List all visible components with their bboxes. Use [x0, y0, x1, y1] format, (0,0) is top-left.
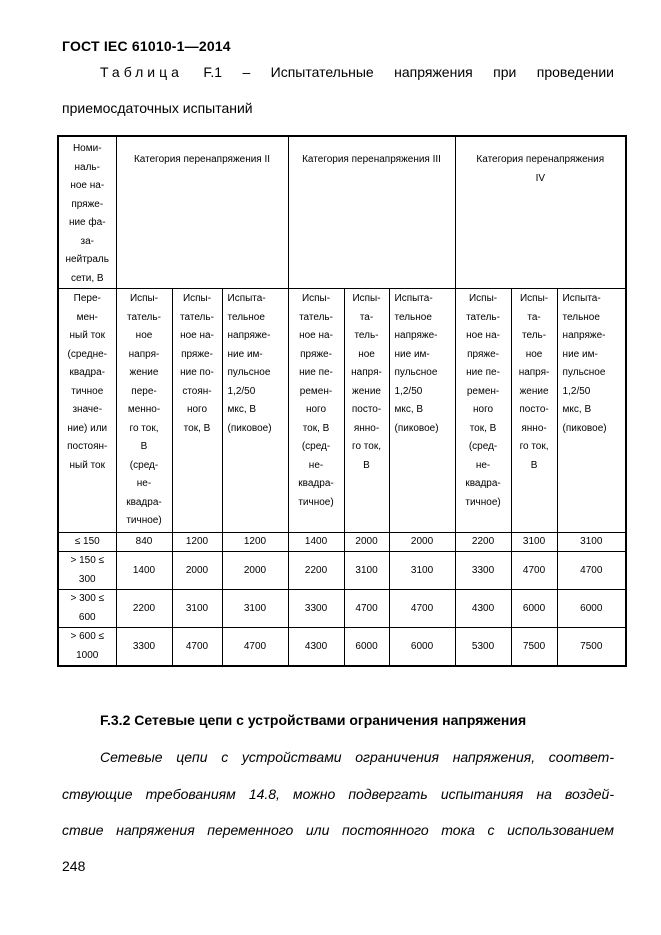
cell-line: ный ток	[69, 330, 105, 341]
voltage-range-cell	[58, 628, 116, 667]
voltage-value-cell: 6000	[344, 628, 389, 667]
cell-line: пряже-	[71, 198, 104, 210]
subheader-cat3-impulse	[389, 289, 455, 533]
cell-line: Испы-	[519, 293, 549, 304]
cell-line: пульсное	[394, 367, 438, 378]
voltage-value-cell: 3300	[116, 628, 172, 667]
cell-line: ного	[186, 404, 208, 415]
range-line: ≤ 150	[74, 535, 100, 547]
header-category-4-line1: Категория перенапряжения	[476, 154, 605, 165]
cell-line: напря-	[518, 367, 550, 378]
voltage-value-cell: 2000	[344, 532, 389, 552]
subheader-cat4-impulse	[557, 289, 626, 533]
subheader-cat2-ac	[116, 289, 172, 533]
cell-line: ние им-	[394, 348, 430, 360]
voltage-value-cell: 4700	[222, 628, 288, 667]
cell-line: жение	[352, 385, 381, 397]
cell-line: пряже-	[181, 348, 213, 360]
header-nominal-voltage	[58, 136, 116, 289]
cell-line: напря-	[351, 367, 382, 378]
cell-line: Испы-	[468, 293, 498, 304]
voltage-range-cell	[58, 532, 116, 552]
cell-line: ное на-	[180, 330, 214, 341]
range-line: 600	[78, 611, 96, 623]
cell-line: квадра-	[126, 496, 162, 508]
cell-line: В	[530, 459, 538, 471]
voltage-value-cell: 3100	[344, 552, 389, 590]
cell-line: постоян-	[67, 441, 108, 452]
cell-line: ное	[135, 330, 153, 341]
cell-line: напряже-	[394, 330, 438, 341]
voltage-value-cell: 6000	[557, 590, 626, 628]
cell-line: ние пе-	[466, 367, 500, 378]
cell-line: наль-	[74, 161, 100, 173]
cell-line: стоян-	[182, 385, 212, 397]
cell-line: ное	[358, 348, 375, 360]
range-line: > 150 ≤	[70, 555, 105, 566]
voltage-value-cell: 1400	[116, 552, 172, 590]
voltage-value-cell: 3100	[389, 552, 455, 590]
cell-line: квадра-	[465, 478, 501, 489]
cell-line: пульсное	[562, 367, 606, 378]
cell-line: янно-	[353, 422, 380, 434]
cell-line: Номи-	[72, 143, 102, 154]
subheader-cat3-ac	[288, 289, 344, 533]
cell-line: ремен-	[299, 385, 333, 397]
voltage-value-cell: 4700	[389, 590, 455, 628]
cell-line: ное на-	[466, 330, 500, 341]
cell-line: татель-	[127, 311, 161, 323]
voltage-value-cell: 1200	[222, 532, 288, 552]
subheader-cat4-ac	[455, 289, 511, 533]
cell-line: не-	[475, 459, 491, 471]
cell-line: ток, В	[302, 422, 330, 434]
voltage-value-cell: 7500	[511, 628, 557, 667]
cell-line: ного	[473, 404, 494, 415]
voltage-value-cell: 4300	[455, 590, 511, 628]
cell-line: татель-	[299, 311, 333, 323]
cell-line: (сред-	[468, 441, 498, 452]
voltage-value-cell: 5300	[455, 628, 511, 667]
cell-line: тичное	[71, 385, 104, 397]
cell-line: квадра-	[69, 367, 105, 378]
voltage-range-cell	[58, 590, 116, 628]
cell-line: мкс, В	[227, 404, 257, 415]
table-row	[58, 628, 626, 667]
table-header-row	[58, 136, 626, 289]
cell-line: тельное	[394, 311, 432, 323]
cell-line: В	[363, 459, 370, 471]
paragraph-line-2: ствующие требованиям 14.8, можно подвергать испытанияя на воздей-	[62, 786, 614, 802]
document-header: ГОСТ IEC 61010-1—2014	[62, 38, 231, 54]
table-row	[58, 590, 626, 628]
table-row	[58, 532, 626, 552]
table-caption-line1	[100, 64, 614, 80]
cell-line: тичное)	[298, 496, 334, 508]
cell-line: значе-	[72, 404, 103, 415]
voltage-value-cell: 3100	[172, 590, 222, 628]
cell-line: (сред-	[301, 441, 331, 452]
cell-line: ный ток	[69, 459, 105, 471]
subheader-current-type	[58, 289, 116, 533]
voltage-value-cell: 840	[116, 532, 172, 552]
cell-line: ное	[525, 348, 543, 360]
subheader-cat4-dc	[511, 289, 557, 533]
cell-line: Испыта-	[562, 293, 601, 304]
cell-line: Испыта-	[227, 293, 266, 304]
cell-line: тичное)	[465, 496, 501, 508]
cell-line: не-	[136, 478, 152, 489]
voltage-value-cell: 6000	[389, 628, 455, 667]
page-number: 248	[62, 858, 86, 874]
cell-line: ние) или	[67, 422, 108, 434]
voltage-value-cell: 3100	[511, 532, 557, 552]
table-row	[58, 552, 626, 590]
cell-line: (пиковое)	[394, 422, 439, 434]
cell-line: тичное)	[126, 515, 162, 526]
paragraph-line-1: Сетевые цепи с устройствами ограничения напряжения, соответ-	[100, 749, 614, 765]
cell-line: Пере-	[73, 293, 101, 304]
cell-line: квадра-	[298, 478, 334, 489]
cell-line: Испыта-	[394, 293, 433, 304]
cell-line: ние фа-	[68, 217, 106, 228]
cell-line: (пиковое)	[562, 422, 607, 434]
cell-line: не-	[308, 459, 324, 471]
table-caption-title: F.1 – Испытательные напряжения при проведении	[203, 64, 615, 80]
voltage-value-cell: 2200	[116, 590, 172, 628]
subheader-cat2-impulse	[222, 289, 288, 533]
header-category-4	[455, 136, 626, 289]
cell-line: Испы-	[129, 293, 159, 304]
voltage-value-cell: 2200	[288, 552, 344, 590]
range-line: 300	[78, 573, 96, 585]
header-category-3: Категория перенапряжения III	[288, 136, 455, 289]
cell-line: за-	[80, 235, 94, 247]
voltage-value-cell: 3100	[222, 590, 288, 628]
cell-line: та-	[359, 311, 374, 323]
cell-line: ремен-	[466, 385, 500, 397]
cell-line: тельное	[227, 311, 265, 323]
cell-line: напряже-	[227, 330, 271, 341]
range-line: > 600 ≤	[70, 631, 105, 642]
cell-line: жение	[519, 385, 549, 397]
cell-line: Испы-	[301, 293, 331, 304]
subheader-cat3-dc	[344, 289, 389, 533]
cell-line: 1,2/50	[394, 385, 423, 397]
cell-line: 1,2/50	[227, 385, 256, 397]
voltage-value-cell: 2000	[222, 552, 288, 590]
range-line: 1000	[76, 649, 99, 661]
voltage-value-cell: 2000	[172, 552, 222, 590]
cell-line: мкс, В	[562, 404, 592, 415]
table-caption-line2: приемосдаточных испытаний	[62, 100, 253, 116]
voltage-value-cell: 7500	[557, 628, 626, 667]
cell-line: татель-	[180, 311, 214, 323]
cell-line: ток, В	[469, 422, 497, 434]
header-category-2: Категория перенапряжения II	[116, 136, 288, 289]
cell-line: мкс, В	[394, 404, 424, 415]
cell-line: (сред-	[129, 459, 159, 471]
subheader-cat2-dc	[172, 289, 222, 533]
cell-line: (пиковое)	[227, 422, 272, 434]
cell-line: 1,2/50	[562, 385, 591, 397]
cell-line: ние им-	[227, 348, 263, 360]
header-category-4-line2: IV	[535, 172, 546, 184]
range-line: > 300 ≤	[70, 593, 105, 604]
cell-line: нейтраль	[65, 254, 109, 265]
cell-line: пульсное	[227, 367, 271, 378]
voltage-value-cell: 1200	[172, 532, 222, 552]
cell-line: мен-	[76, 311, 98, 323]
voltage-value-cell: 6000	[511, 590, 557, 628]
voltage-value-cell: 4300	[288, 628, 344, 667]
cell-line: напряже-	[562, 330, 606, 341]
voltage-value-cell: 3300	[288, 590, 344, 628]
cell-line: ние по-	[180, 367, 214, 378]
voltage-value-cell: 3300	[455, 552, 511, 590]
cell-line: Испы-	[352, 293, 381, 304]
cell-line: Испы-	[182, 293, 212, 304]
cell-line: тель-	[354, 330, 379, 341]
cell-line: В	[140, 441, 148, 452]
voltage-value-cell: 4700	[172, 628, 222, 667]
cell-line: жение	[129, 367, 159, 378]
voltage-value-cell: 4700	[344, 590, 389, 628]
cell-line: пряже-	[300, 348, 332, 360]
table-caption-word: Таблица	[100, 64, 183, 80]
cell-line: ного	[305, 404, 327, 415]
cell-line: го ток,	[352, 441, 381, 452]
cell-line: напря-	[128, 348, 160, 360]
paragraph-line-3: ствие напряжения переменного или постоянного тока с использованием	[62, 822, 614, 838]
cell-line: тельное	[562, 311, 600, 323]
voltage-value-cell: 2000	[389, 532, 455, 552]
cell-line: пряже-	[467, 348, 499, 360]
cell-line: менно-	[127, 404, 161, 415]
cell-line: сети, В	[70, 272, 104, 284]
voltage-value-cell: 2200	[455, 532, 511, 552]
voltage-value-cell: 4700	[511, 552, 557, 590]
cell-line: янно-	[521, 422, 547, 434]
table-subheader-row	[58, 289, 626, 533]
cell-line: (средне-	[67, 348, 107, 360]
voltage-value-cell: 4700	[557, 552, 626, 590]
cell-line: посто-	[351, 404, 382, 415]
section-title: F.3.2 Сетевые цепи с устройствами ограничения напряжения	[100, 712, 527, 728]
cell-line: та-	[527, 311, 541, 323]
cell-line: посто-	[519, 404, 549, 415]
voltage-range-cell	[58, 552, 116, 590]
cell-line: ное на-	[70, 180, 105, 191]
cell-line: го ток,	[519, 441, 549, 452]
cell-line: ток, В	[183, 422, 211, 434]
voltage-value-cell: 1400	[288, 532, 344, 552]
voltage-value-cell: 3100	[557, 532, 626, 552]
cell-line: татель-	[466, 311, 500, 323]
cell-line: ние им-	[562, 348, 598, 360]
cell-line: го ток,	[129, 422, 159, 434]
test-voltage-table	[57, 135, 627, 667]
cell-line: ние пе-	[299, 367, 333, 378]
cell-line: пере-	[131, 385, 157, 397]
cell-line: тель-	[522, 330, 547, 341]
cell-line: ное на-	[299, 330, 333, 341]
